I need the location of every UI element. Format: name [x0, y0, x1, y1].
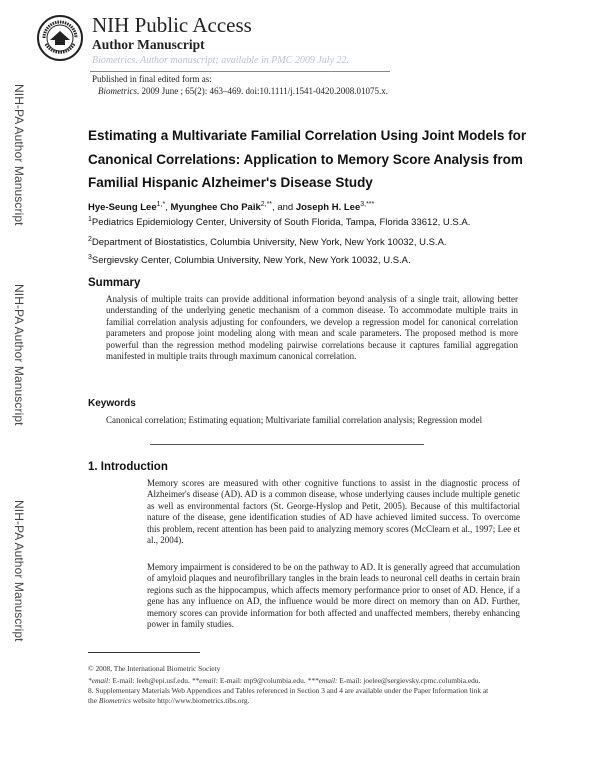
keywords-text: Canonical correlation; Estimating equation; Multivariate familial correlation analysis; Regression model [106, 415, 483, 425]
introduction-paragraph: Memory scores are measured with other cognitive functions to assist in the diagnostic process of Alzheimer's disease (AD). AD is a common disease, whose underlying causes include multiple genetic as well as environmental factors (St. George-Hyslop and Petit, 2005). Because of this multifactorial nature of the disease, gene identification studies of AD have achieved limited success. To overcome this problem, recent attention has been paid to analyzing memory scores (McClearn et al., 1997; Lee et al., 2004). [147, 478, 520, 546]
affiliation-text: Sergievsky Center, Columbia University, New York, New York 10032, U.S.A. [91, 255, 411, 267]
affiliation [88, 236, 447, 248]
affiliation-sup: 3 [88, 254, 92, 261]
footnote-rule [88, 652, 200, 653]
supplementary-footnote: 8. Supplementary Materials Web Appendices and Tables referenced in Section 3 and 4 are available under the Paper Information link at [88, 686, 489, 695]
availability-note: Biometrics. Author manuscript; available in PMC 2009 July 22. [92, 55, 350, 66]
author-sup: 1,* [156, 201, 166, 208]
introduction-paragraph: Memory impairment is considered to be on the pathway to AD. It is generally agreed that accumulation of amyloid plaques and neurofibrillary tangles in the brain leads to neuronal cell deaths in certain brain regions such as the hippocampus, which affects memory performance prior to onset of AD. Hence, if a gene has any influence on AD, the influence would be more direct on memory than on AD. Further, memory scores can provide information for both affected and unaffected members, thereby enhancing power in family studies. [147, 562, 520, 630]
published-label: Published in final edited form as: [92, 74, 212, 84]
email-footnote [88, 676, 528, 686]
email-label: ***email: [307, 676, 338, 685]
side-label: NIH-PA Author Manuscript [12, 84, 26, 226]
email-label: *email: [88, 676, 111, 685]
author-list [88, 201, 374, 213]
nih-public-access-title: NIH Public Access [92, 13, 252, 37]
email-text: E-mail: leeh@epi.usf.edu. [110, 676, 192, 685]
introduction-heading: 1. Introduction [88, 461, 168, 473]
affiliation [88, 254, 411, 266]
email-label: **email: [191, 676, 218, 685]
keywords-heading: Keywords [88, 398, 136, 409]
footnote-journal: Biometrics [98, 696, 131, 705]
author-separator: , [165, 202, 171, 214]
author-separator: , and [272, 202, 296, 214]
author-manuscript-label: Author Manuscript [92, 37, 205, 52]
summary-heading: Summary [88, 277, 141, 289]
footnote-text: website http://www.biometrics.tibs.org. [130, 696, 250, 705]
author-name: Myunghee Cho Paik [170, 202, 261, 214]
side-label: NIH-PA Author Manuscript [12, 284, 26, 426]
supplementary-footnote-cont [88, 696, 528, 706]
affiliation [88, 216, 470, 228]
author-name: Joseph H. Lee [295, 202, 361, 214]
author-sup: 3,*** [360, 201, 375, 208]
header-rule [90, 71, 390, 72]
citation-details: . 2009 June ; 65(2): 463–469. doi:10.1111/j.1541-0420.2008.01075.x. [137, 86, 388, 96]
email-text: E-mail: mp9@columbia.edu. [217, 676, 308, 685]
email-text: E-mail: joelee@sergievsky.cpmc.columbia.edu. [337, 676, 481, 685]
footnote-text: the [88, 696, 99, 705]
side-label: NIH-PA Author Manuscript [12, 500, 26, 642]
citation [98, 86, 388, 96]
author-sup: 2,** [260, 201, 273, 208]
affiliation-text: Pediatrics Epidemiology Center, University of South Florida, Tampa, Florida 33612, U.S.A. [91, 217, 471, 229]
affiliation-sup: 2 [88, 236, 92, 243]
affiliation-text: Department of Biostatistics, Columbia University, New York, New York 10032, U.S.A. [91, 237, 447, 249]
affiliation-sup: 1 [88, 216, 92, 223]
section-separator [150, 444, 424, 445]
nih-seal-logo [36, 14, 84, 62]
summary-text: Analysis of multiple traits can provide additional information beyond analysis of a single trait, allowing better understanding of the underlying genetic mechanism of a common disease. To accommodate multiple traits in familial correlation analysis adjusting for confounders, we develop a regression model for canonical correlation parameters and propose joint modeling along with mean and scale parameters. The proposed method is more powerful than the regression method modeling pairwise correlations because it captures familial aggregation manifested in multiple traits through maximum canonical correlation. [106, 294, 518, 362]
author-name: Hye-Seung Lee [88, 202, 157, 214]
article-title: Estimating a Multivariate Familial Correlation Using Joint Models for Canonical Correlations: Application to Memory Score Analysis from Familial Hispanic Alzheimer's Disease Study [88, 128, 527, 190]
copyright-note: © 2008, The International Biometric Society [88, 664, 221, 673]
citation-journal: Biometrics [98, 86, 137, 96]
